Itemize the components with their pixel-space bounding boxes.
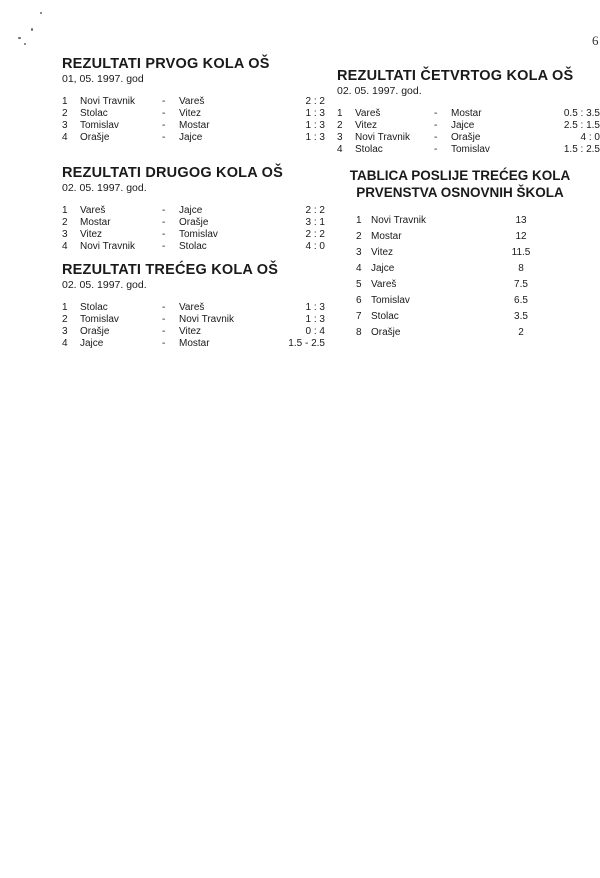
standings-rank: 6 <box>356 295 362 306</box>
match-row <box>62 314 325 326</box>
standings-row <box>356 309 541 325</box>
match-list <box>337 108 600 156</box>
standings-row <box>356 293 541 309</box>
match-separator: - <box>434 120 438 131</box>
match-row <box>62 241 325 253</box>
standings-row <box>356 277 541 293</box>
home-team: Stolac <box>80 302 108 313</box>
standings-team: Orašje <box>371 327 401 338</box>
match-number: 3 <box>62 229 68 240</box>
away-team: Vareš <box>179 302 205 313</box>
match-number: 4 <box>62 338 68 349</box>
match-row <box>337 120 600 132</box>
round-2-section <box>62 165 325 253</box>
standings-rank: 5 <box>356 279 362 290</box>
round-title: REZULTATI PRVOG KOLA OŠ <box>62 56 270 72</box>
match-separator: - <box>162 229 166 240</box>
match-separator: - <box>162 326 166 337</box>
match-number: 1 <box>62 205 68 216</box>
match-list <box>62 302 325 350</box>
standings-row <box>356 213 541 229</box>
standings-points: 2 <box>518 327 524 338</box>
home-team: Novi Travnik <box>80 241 136 252</box>
standings-team: Vareš <box>371 279 397 290</box>
standings-rank: 7 <box>356 311 362 322</box>
away-team: Vareš <box>179 96 205 107</box>
match-separator: - <box>434 108 438 119</box>
round-date: 01, 05. 1997. god <box>62 73 144 85</box>
match-row <box>62 229 325 241</box>
round-3-section <box>62 262 325 350</box>
match-separator: - <box>162 338 166 349</box>
standings-rank: 3 <box>356 247 362 258</box>
away-team: Stolac <box>179 241 207 252</box>
home-team: Orašje <box>80 132 110 143</box>
match-score: 1 : 3 <box>305 108 325 119</box>
match-score: 1.5 : 2.5 <box>563 144 600 155</box>
away-team: Jajce <box>179 205 203 216</box>
round-date: 02. 05. 1997. god. <box>337 85 422 97</box>
match-number: 2 <box>62 108 68 119</box>
match-number: 2 <box>62 217 68 228</box>
standings-points: 12 <box>515 231 527 242</box>
match-number: 4 <box>62 132 68 143</box>
match-score: 2 : 2 <box>305 205 325 216</box>
match-number: 4 <box>62 241 68 252</box>
round-4-section <box>337 68 600 156</box>
home-team: Orašje <box>80 326 110 337</box>
match-separator: - <box>162 302 166 313</box>
round-title: REZULTATI TREĆEG KOLA OŠ <box>62 262 279 278</box>
standings-rank: 8 <box>356 327 362 338</box>
match-number: 2 <box>337 120 343 131</box>
match-score: 1.5 - 2.5 <box>288 338 325 349</box>
round-date: 02. 05. 1997. god. <box>62 279 147 291</box>
home-team: Jajce <box>80 338 104 349</box>
away-team: Vitez <box>179 326 202 337</box>
standings-team: Novi Travnik <box>371 215 427 226</box>
match-separator: - <box>162 96 166 107</box>
match-number: 4 <box>337 144 343 155</box>
match-row <box>62 120 325 132</box>
standings-row <box>356 325 541 341</box>
standings-rank: 4 <box>356 263 362 274</box>
standings-rank: 2 <box>356 231 362 242</box>
match-separator: - <box>434 144 438 155</box>
match-number: 2 <box>62 314 68 325</box>
match-score: 2 : 2 <box>305 96 325 107</box>
round-1-section <box>62 56 325 144</box>
standings-points: 11.5 <box>511 247 531 258</box>
standings-row <box>356 261 541 277</box>
match-separator: - <box>162 217 166 228</box>
standings-title-line-1: TABLICA POSLIJE TREĆEG KOLA <box>349 168 571 183</box>
home-team: Vitez <box>355 120 378 131</box>
away-team: Jajce <box>179 132 203 143</box>
match-number: 1 <box>62 96 68 107</box>
match-number: 3 <box>62 120 68 131</box>
match-separator: - <box>162 241 166 252</box>
standings-team: Mostar <box>371 231 402 242</box>
match-number: 1 <box>62 302 68 313</box>
page-number: 6 <box>592 33 599 48</box>
match-row <box>62 217 325 229</box>
standings-team: Tomislav <box>371 295 410 306</box>
match-row <box>337 132 600 144</box>
home-team: Tomislav <box>80 314 119 325</box>
home-team: Stolac <box>355 144 383 155</box>
match-row <box>62 108 325 120</box>
round-title: REZULTATI DRUGOG KOLA OŠ <box>62 165 283 181</box>
home-team: Stolac <box>80 108 108 119</box>
away-team: Jajce <box>451 120 475 131</box>
match-score: 4 : 0 <box>580 132 600 143</box>
match-score: 1 : 3 <box>305 302 325 313</box>
away-team: Tomislav <box>451 144 490 155</box>
home-team: Novi Travnik <box>80 96 136 107</box>
standings-points: 7.5 <box>514 279 528 290</box>
match-score: 1 : 3 <box>305 120 325 131</box>
home-team: Novi Travnik <box>355 132 411 143</box>
match-score: 4 : 0 <box>305 241 325 252</box>
standings-team: Vitez <box>371 247 394 258</box>
away-team: Tomislav <box>179 229 218 240</box>
standings-points: 8 <box>518 263 524 274</box>
round-title: REZULTATI ČETVRTOG KOLA OŠ <box>337 68 574 84</box>
match-separator: - <box>162 108 166 119</box>
match-list <box>62 205 325 253</box>
match-separator: - <box>162 314 166 325</box>
match-row <box>337 144 600 156</box>
standings-row <box>356 245 541 261</box>
away-team: Orašje <box>179 217 209 228</box>
match-separator: - <box>162 205 166 216</box>
home-team: Vareš <box>80 205 106 216</box>
home-team: Tomislav <box>80 120 119 131</box>
standings-team: Stolac <box>371 311 399 322</box>
match-list <box>62 96 325 144</box>
match-row <box>337 108 600 120</box>
away-team: Orašje <box>451 132 481 143</box>
home-team: Vareš <box>355 108 381 119</box>
match-number: 1 <box>337 108 343 119</box>
away-team: Mostar <box>179 338 210 349</box>
standings-points: 6.5 <box>514 295 528 306</box>
home-team: Vitez <box>80 229 103 240</box>
match-row <box>62 132 325 144</box>
match-row <box>62 338 325 350</box>
match-number: 3 <box>337 132 343 143</box>
home-team: Mostar <box>80 217 111 228</box>
standings-row <box>356 229 541 245</box>
match-score: 2 : 2 <box>305 229 325 240</box>
standings-points: 13 <box>515 215 527 226</box>
match-separator: - <box>434 132 438 143</box>
away-team: Vitez <box>179 108 202 119</box>
round-date: 02. 05. 1997. god. <box>62 182 147 194</box>
away-team: Mostar <box>179 120 210 131</box>
away-team: Novi Travnik <box>179 314 235 325</box>
standings-rank: 1 <box>356 215 362 226</box>
match-row <box>62 326 325 338</box>
match-separator: - <box>162 120 166 131</box>
match-score: 0.5 : 3.5 <box>563 108 600 119</box>
away-team: Mostar <box>451 108 482 119</box>
match-score: 1 : 3 <box>305 314 325 325</box>
standings-points: 3.5 <box>514 311 528 322</box>
match-score: 3 : 1 <box>305 217 325 228</box>
match-separator: - <box>162 132 166 143</box>
standings-table <box>356 213 541 341</box>
match-score: 2.5 : 1.5 <box>563 120 600 131</box>
standings-title <box>336 167 584 201</box>
standings-team: Jajce <box>371 263 395 274</box>
match-row <box>62 96 325 108</box>
match-row <box>62 302 325 314</box>
match-row <box>62 205 325 217</box>
match-score: 0 : 4 <box>305 326 325 337</box>
match-number: 3 <box>62 326 68 337</box>
match-score: 1 : 3 <box>305 132 325 143</box>
standings-title-line-2: PRVENSTVA OSNOVNIH ŠKOLA <box>356 185 564 200</box>
